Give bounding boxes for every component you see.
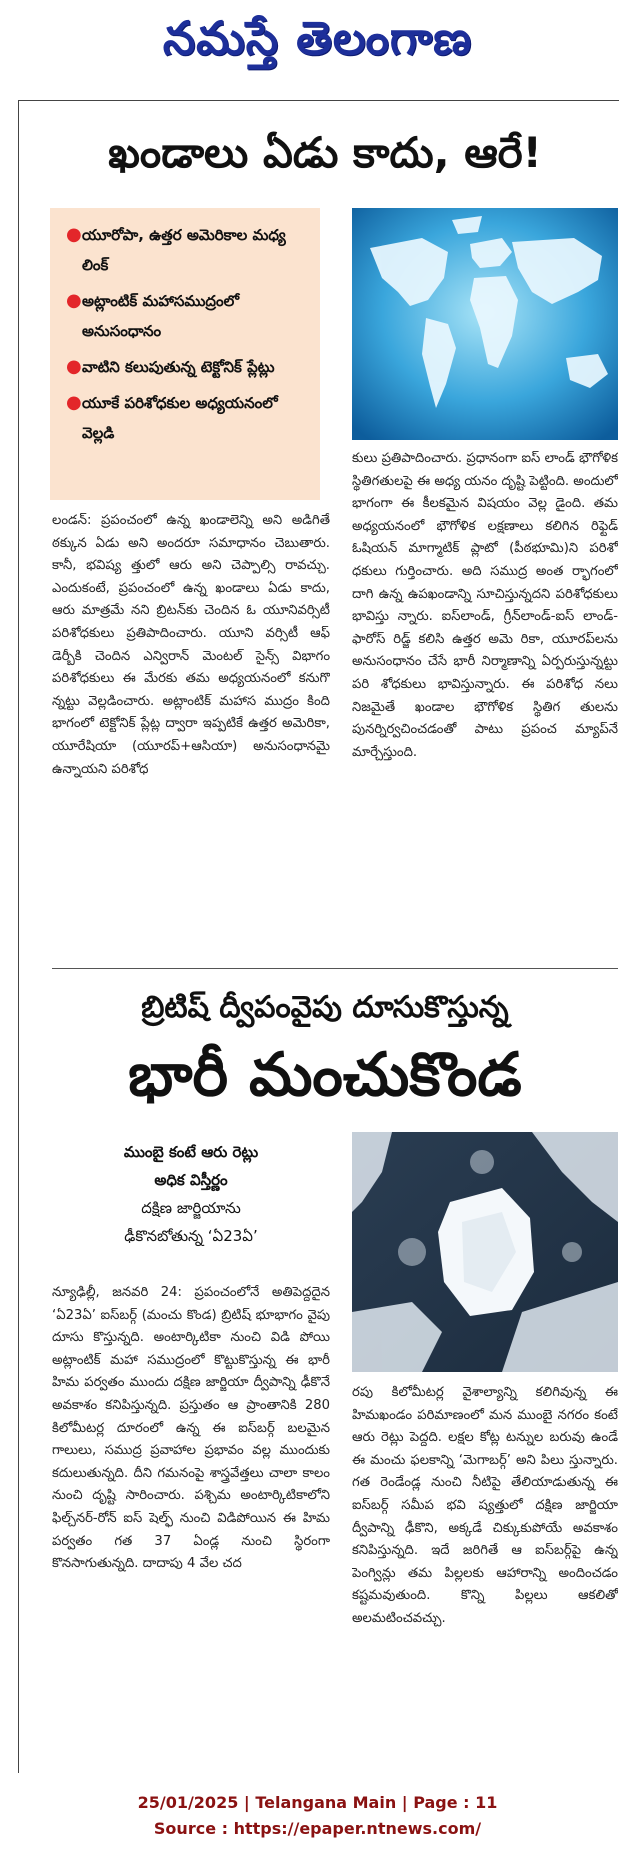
highlight-text: అట్లాంటిక్ మహాసముద్రంలో అనుసంధానం — [82, 292, 240, 340]
highlight-text: యూరోపా, ఉత్తర అమెరికాల మధ్య లింక్ — [82, 226, 286, 274]
deck-line: అధిక విస్తీర్ణం — [154, 1171, 228, 1189]
bullet-dot-icon: ● — [66, 392, 82, 413]
page-footer — [0, 1790, 635, 1842]
highlight-text: వాటిని కలుపుతున్న టెక్టోనిక్ ప్లేట్లు — [82, 358, 275, 376]
story1-body-right: కులు ప్రతిపాదించారు. ప్రధానంగా ఐస్ లాండ్ భౌగోళిక స్థితిగతులపై ఈ అధ్య యనం దృష్టి పెట్టింది. అందులో భాగంగా ఈ కీలకమైన విషయం వెల్ల డైంది. తమ అధ్యయనంలో భౌగోళిక లక్షణాలు కలిగిన రిఫ్టెడ్ ఓషియన్ మాగ్మాటిక్ ప్లాటో (పీఠభూమి)ని పరిశో ధకులు గుర్తించారు. అది సముద్ర అంత ర్భాగంలో దాగి ఉన్న ఉపఖండాన్ని సూచిస్తున్నదని పరిశోధకులు భావిస్తు న్నారు. ఐస్‌లాండ్, గ్రీన్‌లాండ్-ఐస్ లాండ్-ఫారోస్ రిడ్జ్ కలిసి ఉత్తర అమె రికా, యూరప్‌లను అనుసంధానం చేసే భారీ నిర్మాణాన్ని ఏర్పరుస్తున్నట్టు పరి శోధకులు భావిస్తున్నారు. ఈ పరిశోధ నలు నిజమైతే ఖండాల భౌగోళిక స్థితిగ తులను పునర్నిర్వచించడంతో పాటు ప్రపంచ మ్యాప్‌నే మార్చేస్తుంది. — [352, 451, 618, 760]
story1-headline: ఖండాలు ఏడు కాదు, ఆరే! — [108, 128, 542, 177]
story2-deck — [52, 1138, 330, 1250]
world-map-photo — [352, 208, 618, 440]
story2-kicker: బ్రిటిష్ ద్వీపంవైపు దూసుకొస్తున్న — [141, 990, 509, 1025]
highlight-item — [66, 352, 308, 382]
story2-body-right: రపు కిలోమీటర్ల వైశాల్యాన్ని కలిగివున్న ఈ హిమఖండం పరిమాణంలో మన ముంబై నగరం కంటే ఆరు రెట్లు పెద్దది. లక్షల కోట్ల టన్నుల బరువు ఉండే ఈ మంచు ఫలకాన్ని ‘మెగాబర్గ్’ అని పిలు స్తున్నారు. గత రెండేండ్ల నుంచి నీటిపై తేలియాడుతున్న ఈ ఐస్‌బర్గ్ సమీప భవి ష్యత్తులో దక్షిణ జార్జియా ద్వీపాన్ని ఢీకొని, అక్కడే చిక్కుకుపోయే అవకాశం కనిపిస్తున్నది. ఇదే జరిగితే ఆ ఐస్‌బర్గ్‌పై ఉన్న పెంగ్విన్లు తమ పిల్లలకు ఆహారాన్ని అందించడం కష్టమవుతుంది. కొన్ని పిల్లలు ఆకలితో అలమటించవచ్చు. — [352, 1385, 618, 1626]
deck-line: ఢీకొనబోతున్న ‘ఏ23ఏ’ — [124, 1227, 258, 1245]
story-divider — [52, 968, 618, 969]
footer-source-link[interactable]: Source : https://epaper.ntnews.com/ — [153, 1819, 482, 1838]
highlight-text: యూకే పరిశోధకుల అధ్యయనంలో వెల్లడి — [82, 394, 278, 442]
story1-body-left: లండన్: ప్రపంచంలో ఉన్న ఖండాలెన్ని అని అడిగితే ఠక్కున ఏడు అని అందరూ సమాధానం చెబుతారు. కానీ, భవిష్య త్తులో ఆరు అని చెప్పాల్సి రావచ్చు. ఎందుకంటే, ప్రపంచంలో ఉన్న ఖండాలు ఏడు కాదు, ఆరు మాత్రమే నని బ్రిటన్‌కు చెందిన ఓ యూనివర్సిటీ పరిశోధకులు ప్రతిపాదించారు. యూని వర్సిటీ ఆఫ్ డెర్బీకి చెందిన ఎన్విరాన్ మెంటల్ సైన్స్ విభాగం పరిశోధకులు ఈ మేరకు తమ అధ్యయనంలో కనుగొ న్నట్టు వెల్లడించారు. అట్లాంటిక్ మహాస ముద్రం కింది భాగంలో టెక్టోనిక్ ప్లేట్ల ద్వారా ఇప్పటికే ఉత్తర అమెరికా, యూరేషియా (యూరప్+ఆసియా) అనుసంధానమై ఉన్నాయని పరిశోధ — [52, 513, 330, 777]
highlight-item — [66, 388, 308, 448]
story1-highlights-box — [50, 208, 320, 500]
bullet-dot-icon: ● — [66, 356, 82, 377]
story2-headline: భారీ మంచుకొండ — [128, 1040, 522, 1110]
bullet-dot-icon: ● — [66, 224, 82, 245]
story2-body-left: న్యూఢిల్లీ, జనవరి 24: ప్రపంచంలోనే అతిపెద్దదైన ‘ఏ23ఏ’ ఐస్‌బర్గ్ (మంచు కొండ) బ్రిటిష్ భూభాగం వైపు దూసు కొస్తున్నది. అంటార్కిటికా నుంచి విడి పోయి అట్లాంటిక్ మహా సముద్రంలో కొట్టుకొస్తున్న ఈ భారీ హిమ పర్వతం ముందు దక్షిణ జార్జియా ద్వీపాన్ని ఢీకొనే అవకాశం కనిపిస్తున్నది. ప్రస్తుతం ఆ ప్రాంతానికి 280 కిలోమీటర్ల దూరంలో ఉన్న ఈ ఐస్‌బర్గ్ బలమైన గాలులు, సముద్ర ప్రవాహాల ప్రభావం వల్ల ముందుకు కదులుతున్నది. దీని గమనంపై శాస్త్రవేత్తలు చాలా కాలం నుంచి దృష్టి సారించారు. పశ్చిమ అంటార్కిటికాలోని ఫిల్చ్‌నర్-రోన్ ఐస్ షెల్ఫ్ నుంచి విడిపోయిన ఈ హిమ పర్వతం గత 37 ఏండ్ల నుంచి స్థిరంగా కొనసాగుతున్నది. దాదాపు 4 వేల చద — [52, 1285, 330, 1572]
highlight-item — [66, 220, 308, 280]
deck-line: దక్షిణ జార్జియాను — [141, 1199, 241, 1217]
masthead-title: నమస్తే తెలంగాణ — [162, 11, 473, 65]
masthead — [0, 0, 635, 88]
footer-date-edition: 25/01/2025 | Telangana Main | Page : 11 — [137, 1793, 498, 1812]
iceberg-satellite-photo — [352, 1132, 618, 1372]
bullet-dot-icon: ● — [66, 290, 82, 311]
deck-line: ముంబై కంటే ఆరు రెట్లు — [123, 1143, 259, 1161]
highlight-item — [66, 286, 308, 346]
